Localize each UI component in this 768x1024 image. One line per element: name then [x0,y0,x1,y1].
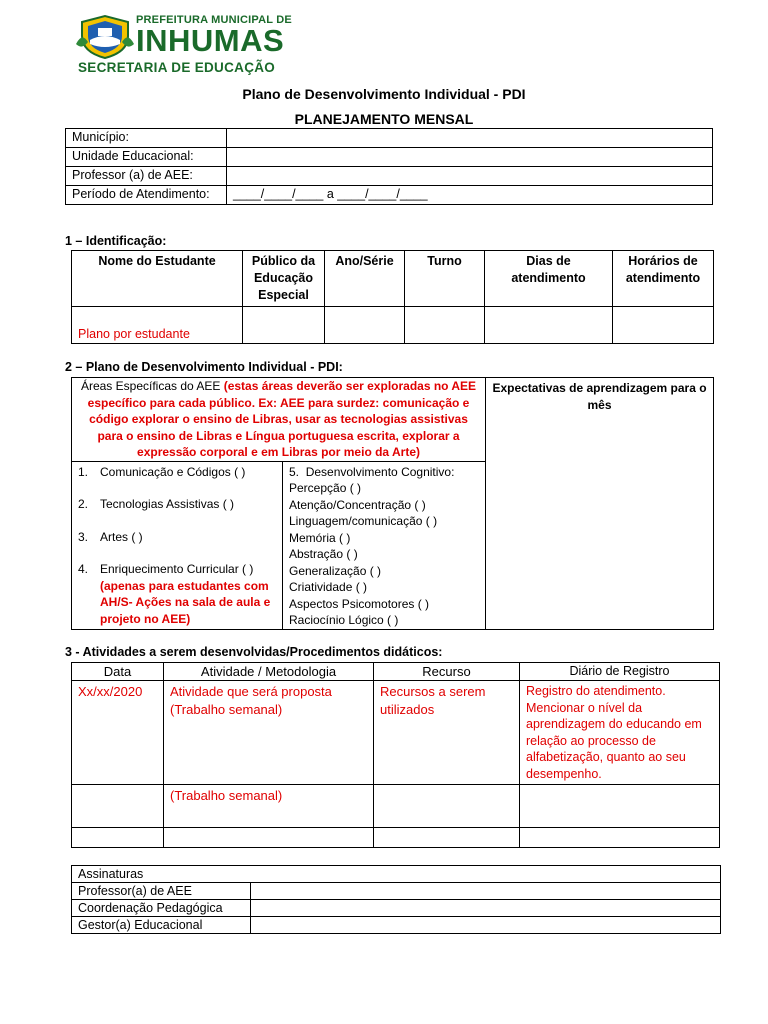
section-2-title: 2 – Plano de Desenvolvimento Individual - PDI: [65,360,343,374]
areas-left-column [72,461,283,629]
col-header-grade: Ano/Série [325,251,405,307]
list-item[interactable]: Atenção/Concentração ( ) [289,497,426,512]
logo-line-1: PREFEITURA MUNICIPAL DE [136,14,292,26]
table-row [72,883,721,900]
resource-cell[interactable] [374,828,520,848]
col-header-diary: Diário de Registro [520,663,720,681]
date-cell[interactable] [72,828,164,848]
document-title: Plano de Desenvolvimento Individual - PDI [242,86,526,102]
info-label: Professor (a) de AEE: [66,167,227,186]
info-value-field[interactable] [227,148,713,167]
section-3-title: 3 - Atividades a serem desenvolvidas/Procedimentos didáticos: [65,645,443,659]
municipal-logo [76,14,296,76]
table-row [72,307,714,344]
col-header-days: Dias de atendimento [485,251,613,307]
date-cell[interactable] [72,785,164,828]
pdi-table [71,377,714,630]
signature-label: Professor(a) de AEE [72,883,251,900]
resource-cell[interactable]: Recursos a serem utilizados [374,681,520,785]
list-item[interactable]: 1. Comunicação e Códigos ( ) [78,464,246,479]
areas-header-note: (estas áreas deverão ser exploradas no AEE específico para cada público. Ex: AEE para surdez: comunicação e código explorar o ensino de Libras, usar as tecnologias assistivas para o ensino de Libras e Língua portuguesa escrita, explorar a expressão corporal e em Libras por meio da Arte) [87,379,477,459]
table-row [72,681,720,785]
info-label: Município: [66,129,227,148]
expectations-header: Expectativas de aprendizagem para o mês [492,381,707,412]
list-item[interactable]: Abstração ( ) [289,547,358,561]
col-header-shift: Turno [405,251,485,307]
signature-label: Coordenação Pedagógica [72,900,251,917]
diary-cell[interactable] [520,785,720,828]
list-item[interactable]: Criatividade ( ) [289,580,368,594]
table-row [72,828,720,848]
list-item[interactable]: Generalização ( ) [289,563,382,578]
info-value-field[interactable] [227,167,713,186]
grade-cell[interactable] [325,307,405,344]
info-row [66,148,713,167]
col-header-audience: Público da Educação Especial [243,251,325,307]
audience-cell[interactable] [243,307,325,344]
student-name-cell[interactable]: Plano por estudante [72,307,243,344]
shift-cell[interactable] [405,307,485,344]
list-item[interactable]: 3. Artes ( ) [78,529,143,544]
signature-field[interactable] [251,917,721,934]
info-row [66,167,713,186]
col-header-resource: Recurso [374,663,520,681]
signatures-table [71,865,721,934]
col-header-activity: Atividade / Metodologia [164,663,374,681]
areas-header [72,378,486,462]
list-item[interactable]: 2. Tecnologias Assistivas ( ) [78,497,235,511]
list-item[interactable]: Percepção ( ) [289,481,362,495]
list-item[interactable]: 4. Enriquecimento Curricular ( ) (apenas para estudantes com AH/S- Ações na sala de aula e projeto no AEE) [78,562,271,626]
days-cell[interactable] [485,307,613,344]
signature-field[interactable] [251,883,721,900]
col-header-student-name: Nome do Estudante [72,251,243,307]
info-row [66,129,713,148]
activity-cell[interactable]: Atividade que será proposta (Trabalho semanal) [164,681,374,785]
city-coat-of-arms-icon [76,14,134,60]
areas-right-column [283,461,486,629]
info-label: Unidade Educacional: [66,148,227,167]
col-header-date: Data [72,663,164,681]
col-header-hours: Horários de atendimento [613,251,714,307]
diary-cell[interactable]: Registro do atendimento. Mencionar o nível da aprendizagem do educando em relação ao processo de alfabetização, quanto ao seu desempenho. [520,681,720,785]
resource-cell[interactable] [374,785,520,828]
signature-label: Gestor(a) Educacional [72,917,251,934]
document-subtitle: PLANEJAMENTO MENSAL [294,111,474,127]
cognitive-heading: 5. Desenvolvimento Cognitivo: [289,464,455,479]
signatures-title: Assinaturas [72,866,721,883]
list-item[interactable]: Linguagem/comunicação ( ) [289,514,438,528]
table-row [72,900,721,917]
logo-city-name: INHUMAS [136,23,285,58]
info-value-field[interactable] [227,129,713,148]
date-cell[interactable]: Xx/xx/2020 [72,681,164,785]
activity-cell[interactable]: (Trabalho semanal) [164,785,374,828]
info-label: Período de Atendimento: [66,186,227,205]
school-info-table [65,128,713,205]
activities-table [71,662,720,848]
hours-cell[interactable] [613,307,714,344]
enrichment-note: (apenas para estudantes com AH/S- Ações na sala de aula e projeto no AEE) [100,578,271,626]
table-row [72,917,721,934]
info-row [66,186,713,205]
activity-cell[interactable] [164,828,374,848]
list-item[interactable]: Aspectos Psicomotores ( ) [289,596,430,611]
list-item[interactable]: Raciocínio Lógico ( ) [289,613,399,627]
info-value-field[interactable]: ____/____/____ a ____/____/____ [227,186,713,205]
section-1-title: 1 – Identificação: [65,234,167,248]
signature-field[interactable] [251,900,721,917]
table-row [72,785,720,828]
diary-cell[interactable] [520,828,720,848]
identification-table [71,250,714,344]
areas-header-label: Áreas Específicas do AEE [80,379,221,393]
expectations-cell[interactable] [486,378,714,630]
list-item[interactable]: Memória ( ) [289,530,351,545]
logo-department: SECRETARIA DE EDUCAÇÃO [78,60,276,75]
